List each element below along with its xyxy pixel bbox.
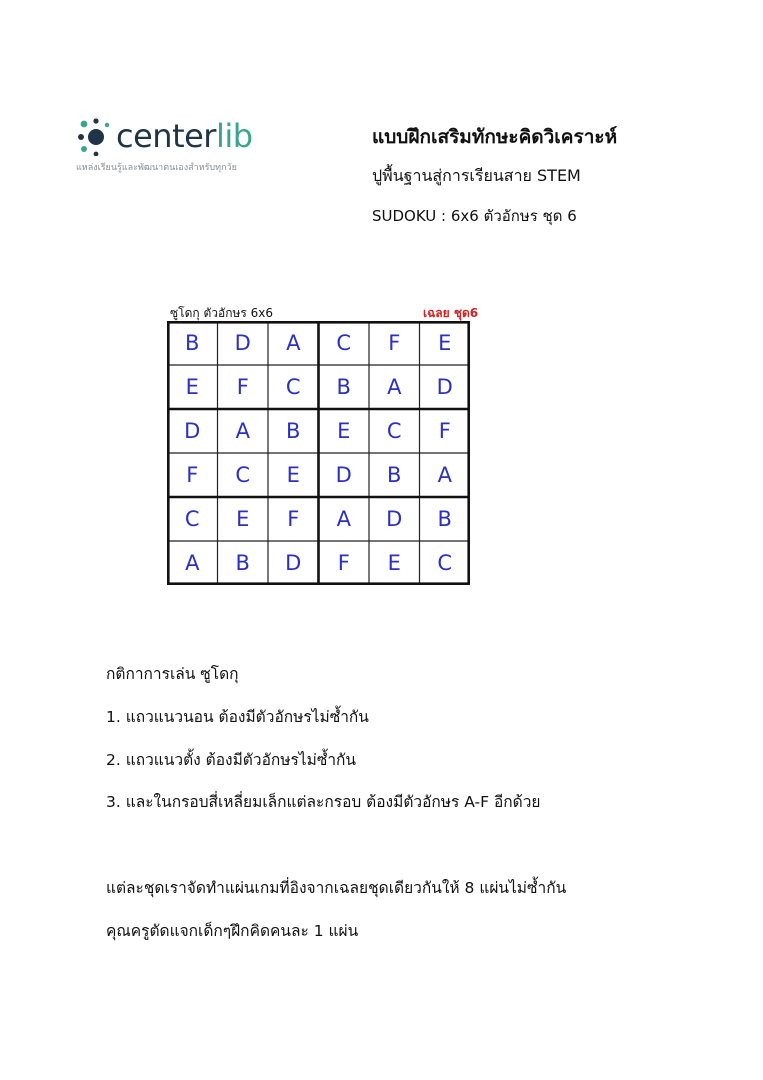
sudoku-cell: B xyxy=(185,331,200,355)
sudoku-cell: A xyxy=(185,551,200,575)
sudoku-cell: A xyxy=(235,419,250,443)
sudoku-cell: C xyxy=(437,551,453,575)
sudoku-cell: E xyxy=(387,551,401,575)
sudoku-cell: E xyxy=(185,375,199,399)
logo-dots-icon xyxy=(76,116,116,156)
worksheet-subtitle: ปูพื้นฐานสู่การเรียนสาย STEM xyxy=(372,166,581,185)
logo-tagline: แหล่งเรียนรู้และพัฒนาตนเองสำหรับทุกวัย xyxy=(76,163,237,173)
sudoku-cell: B xyxy=(387,463,402,487)
puzzle-label: ซูโดกุ ตัวอักษร 6x6 xyxy=(170,306,274,320)
sudoku-cell: D xyxy=(184,419,201,443)
sudoku-cell: F xyxy=(438,419,451,443)
rules-heading: กติกาการเล่น ซูโดกุ xyxy=(106,665,239,683)
sudoku-cell: D xyxy=(386,507,403,531)
rule-item-2: 2. แถวแนวตั้ง ต้องมีตัวอักษรไม่ซ้ำกัน xyxy=(106,751,357,769)
sudoku-cell: F xyxy=(287,507,300,531)
sudoku-cell: F xyxy=(337,551,350,575)
sudoku-cell: A xyxy=(437,463,452,487)
sudoku-cell: F xyxy=(236,375,249,399)
sudoku-cell: E xyxy=(337,419,351,443)
sudoku-cell: C xyxy=(336,331,352,355)
sudoku-cell: E xyxy=(236,507,250,531)
sudoku-cell: B xyxy=(437,507,452,531)
sudoku-cell: E xyxy=(286,463,300,487)
sudoku-cell: F xyxy=(186,463,199,487)
sudoku-cell: D xyxy=(335,463,352,487)
sudoku-cell: C xyxy=(184,507,200,531)
rule-item-1: 1. แถวแนวนอน ต้องมีตัวอักษรไม่ซ้ำกัน xyxy=(106,708,369,726)
sudoku-cell: E xyxy=(438,331,452,355)
sudoku-cell: C xyxy=(285,375,301,399)
sudoku-cell: A xyxy=(286,331,301,355)
sudoku-cell: B xyxy=(336,375,351,399)
sudoku-cell: A xyxy=(336,507,351,531)
rule-item-3: 3. และในกรอบสี่เหลี่ยมเล็กแต่ละกรอบ ต้องมีตัวอักษร A-F อีกด้วย xyxy=(106,793,541,811)
sudoku-cell: D xyxy=(436,375,453,399)
note-sets: แต่ละชุดเราจัดทำแผ่นเกมที่อิงจากเฉลยชุดเดียวกันให้ 8 แผ่นไม่ซ้ำกัน xyxy=(106,879,567,897)
sudoku-cell: B xyxy=(235,551,250,575)
logo-word-lib: lib xyxy=(215,117,253,155)
note-teacher: คุณครูตัดแจกเด็กๆฝึกคิดคนละ 1 แผ่น xyxy=(106,922,359,940)
sudoku-grid xyxy=(167,321,470,585)
sudoku-cell: D xyxy=(234,331,251,355)
worksheet-title: แบบฝึกเสริมทักษะคิดวิเคราะห์ xyxy=(372,126,618,148)
sudoku-cell: B xyxy=(286,419,301,443)
answer-label: เฉลย ชุด6 xyxy=(423,306,479,320)
centerlib-logo xyxy=(76,112,276,182)
sudoku-cell: F xyxy=(388,331,401,355)
sudoku-cell: C xyxy=(386,419,402,443)
worksheet-set-label: SUDOKU : 6x6 ตัวอักษร ชุด 6 xyxy=(372,207,577,225)
sudoku-cell: C xyxy=(235,463,251,487)
logo-word-center: center xyxy=(116,117,216,155)
sudoku-cells xyxy=(167,321,470,585)
sudoku-cell: A xyxy=(387,375,402,399)
logo-wordmark xyxy=(116,116,253,156)
sudoku-cell: D xyxy=(285,551,302,575)
